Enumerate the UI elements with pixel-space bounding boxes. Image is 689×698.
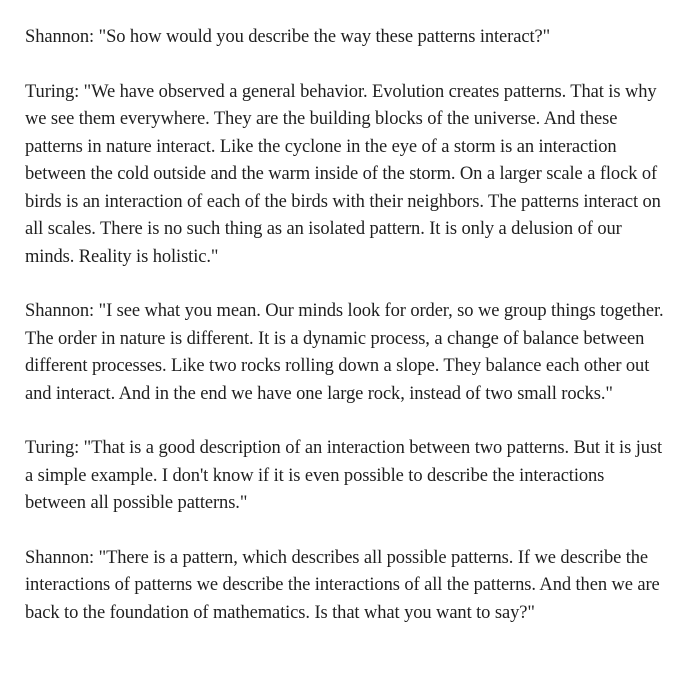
dialogue-paragraph: Shannon: "So how would you describe the way these patterns interact?" (25, 27, 551, 47)
dialogue-paragraph: Shannon: "There is a pattern, which describes all possible patterns. If we describe the interactions of patterns we describe the interactions of all the patterns. And then we are back to the foundation of mathematics. Is that what you want to say?" (25, 547, 660, 623)
dialogue-paragraph: Turing: "We have observed a general behavior. Evolution creates patterns. That is why we see them everywhere. They are the building blocks of the universe. And these patterns in nature interact. Like the cyclone in the eye of a storm is an interaction between the cold outside and the warm inside of the storm. On a larger scale a flock of birds is an interaction of each of the birds with their neighbors. The patterns interact on all scales. There is no such thing as an isolated pattern. It is only a delusion of our minds. Reality is holistic." (25, 81, 661, 267)
dialogue-paragraph: Turing: "That is a good description of an interaction between two patterns. But it is just a simple example. I don't know if it is even possible to describe the interactions between all possible patterns." (25, 438, 663, 513)
dialogue-paragraph: Shannon: "I see what you mean. Our minds look for order, so we group things together. The order in nature is different. It is a dynamic process, a change of balance between different processes. Like two rocks rolling down a slope. They balance each other out and interact. And in the end we have one large rock, instead of two small rocks." (25, 301, 664, 404)
